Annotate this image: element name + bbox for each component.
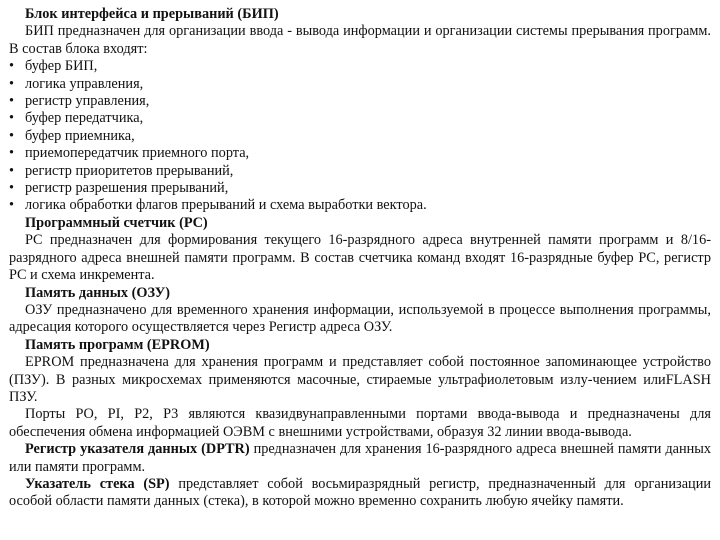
list-item — [9, 163, 711, 180]
bullet-icon: • — [9, 110, 15, 127]
section-title-program-counter: Программный счетчик (PC) — [25, 214, 208, 231]
list-item — [9, 145, 711, 162]
list-item-text: приемопередатчик приемного порта, — [25, 145, 250, 162]
data-memory-text: ОЗУ предназначено для временного хранения информации, используемой в процессе выполнения программы, адресация которого осуществляется через Регистр адреса ОЗУ. — [9, 301, 711, 336]
list-item-text: буфер передатчика, — [25, 110, 144, 127]
list-item-text: регистр приоритетов прерываний, — [25, 162, 234, 179]
interface-block-intro: БИП предназначен для организации ввода - вывода информации и организации системы прерывания программ. В состав блока входят: — [9, 23, 711, 57]
document-page — [9, 0, 711, 511]
bullet-icon: • — [9, 93, 15, 110]
ports-paragraph: Порты PO, PI, P2, P3 являются квазидвунаправленными портами ввода-вывода и предназначены для обеспечения обмена информацией ОЭВМ с внешними устройствами, образуя 32 линии ввода-вывода. — [9, 406, 711, 440]
list-item-text: логика управления, — [25, 75, 144, 92]
bullet-icon: • — [9, 58, 15, 75]
list-item — [9, 180, 711, 197]
bullet-icon: • — [9, 75, 15, 92]
dptr-paragraph — [9, 441, 711, 476]
bullet-icon: • — [9, 145, 15, 162]
bullet-icon: • — [9, 162, 15, 179]
list-item — [9, 197, 711, 214]
list-item — [9, 76, 711, 93]
dptr-text: предназначен для хранения 16-разрядного адреса внешней памяти данных или памяти программ. — [9, 441, 711, 475]
section-title-data-memory: Память данных (ОЗУ) — [25, 284, 170, 301]
bullet-icon: • — [9, 197, 15, 214]
sp-paragraph — [9, 476, 711, 511]
list-item-text: регистр управления, — [25, 93, 150, 110]
list-item — [9, 110, 711, 127]
list-item-text: буфер приемника, — [25, 127, 135, 144]
program-counter-text: PC предназначен для формирования текущего 16-разрядного адреса внутренней памяти программ и 8/16-разрядного адреса внешней памяти программ. В состав счетчика команд входят 16-разрядные буфер PC, регистр PC и схема инкремента. — [9, 232, 711, 284]
section-title-program-memory: Память программ (EPROM) — [25, 336, 210, 353]
interface-block-components-list — [9, 58, 711, 215]
bullet-icon: • — [9, 127, 15, 144]
sp-text: представляет собой восьмиразрядный регистр, предназначенный для организации особой области памяти данных (стека), в которой можно временно сохранить любую ячейку памяти. — [9, 475, 712, 510]
list-item — [9, 58, 711, 75]
dptr-term: Регистр указателя данных (DPTR) — [25, 441, 250, 458]
list-item — [9, 128, 711, 145]
list-item — [9, 93, 711, 110]
list-item-text: логика обработки флагов прерываний и схема выработки вектора. — [25, 197, 427, 214]
sp-term: Указатель стека (SP) — [25, 475, 170, 492]
list-item-text: буфер БИП, — [25, 58, 98, 75]
program-memory-text: EPROM предназначена для хранения программ и представляет собой постоянное запоминающее устройство (ПЗУ). В разных микросхемах применяются масочные, стираемые ультрафиолетовым излу-чением илиFLASH ПЗУ. — [9, 354, 711, 405]
bullet-icon: • — [9, 180, 15, 197]
list-item-text: регистр разрешения прерываний, — [25, 180, 229, 197]
section-title-interface-block: Блок интерфейса и прерываний (БИП) — [25, 6, 279, 22]
